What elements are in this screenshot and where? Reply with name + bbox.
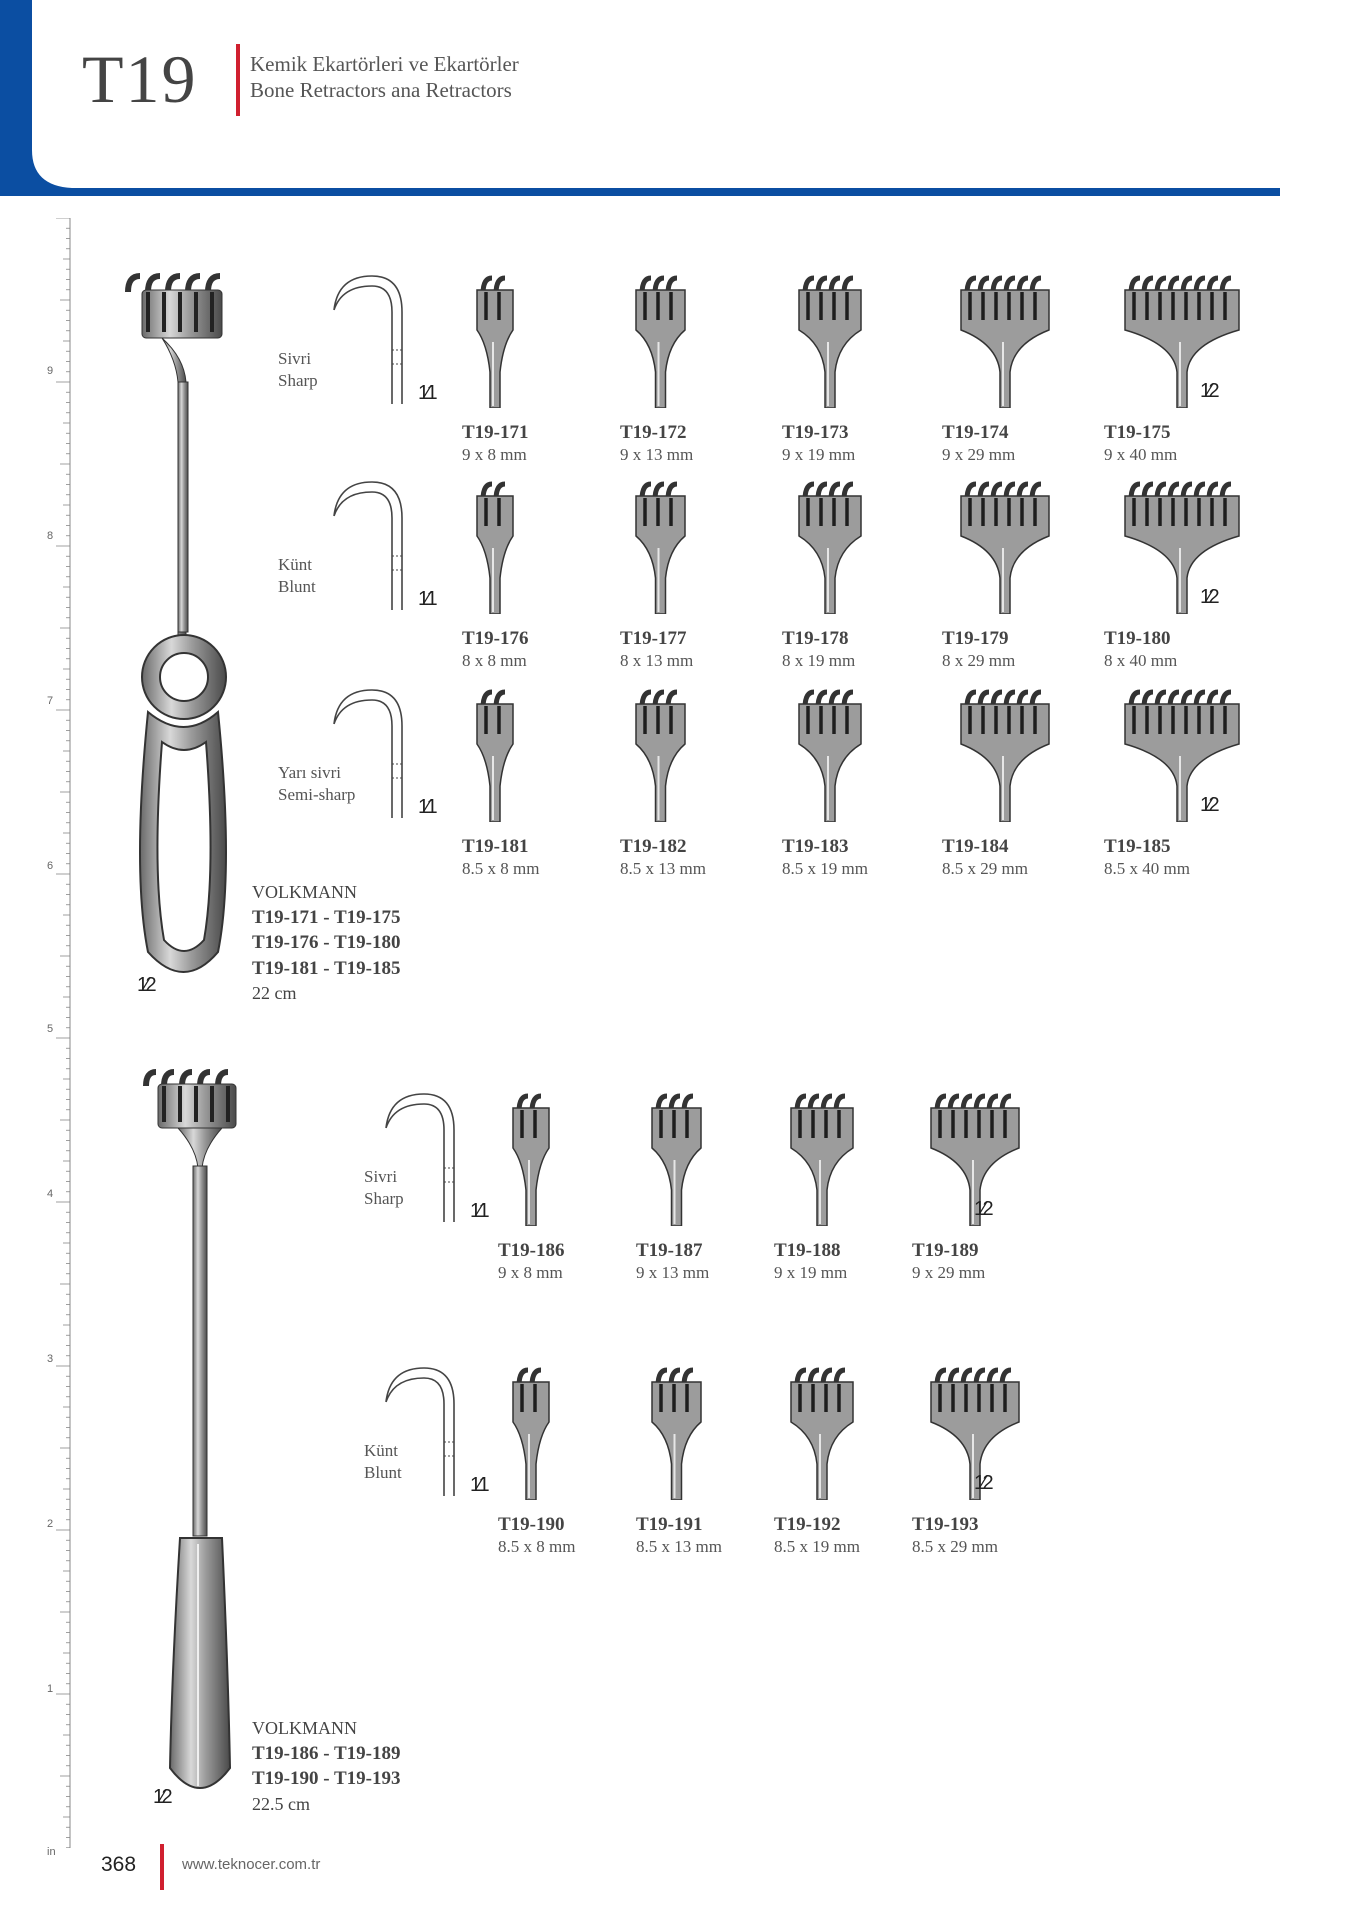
retractor-blade-image (470, 272, 520, 413)
product-code: T19-191 (636, 1514, 703, 1535)
header-divider (236, 44, 240, 116)
product-code: T19-186 (498, 1240, 565, 1261)
tip-type-text: Sharp (278, 371, 318, 390)
code-range: T19-171 - T19-175 (252, 906, 401, 928)
product-code: T19-171 (462, 422, 529, 443)
product-size: 8.5 x 29 mm (942, 859, 1028, 878)
product-code: T19-193 (912, 1514, 979, 1535)
retractor-blade-image (1112, 478, 1252, 619)
retractor-blade-image (950, 272, 1060, 413)
tip-type-label (278, 762, 355, 806)
tip-profile-icon (328, 272, 408, 413)
footer-divider (160, 1844, 164, 1890)
tip-type-text: Künt (364, 1441, 398, 1460)
volkmann-info-2 (252, 1716, 400, 1816)
ruler-label: 6 (47, 860, 54, 872)
page-number: 368 (101, 1853, 137, 1876)
product-size: 8.5 x 40 mm (1104, 859, 1190, 878)
ruler-label: 8 (47, 530, 54, 542)
ruler-label: 1 (47, 1683, 54, 1695)
tip-type-text: Blunt (278, 577, 316, 596)
product-code: T19-184 (942, 836, 1009, 857)
retractor-blade-image (506, 1364, 556, 1505)
tip-type-label (364, 1440, 402, 1484)
retractor-blade-image (1112, 686, 1252, 827)
product-size: 8.5 x 8 mm (498, 1537, 576, 1556)
scale-label: 1⁄2 (1200, 380, 1217, 402)
tip-type-text: Blunt (364, 1463, 402, 1482)
tip-type-text: Künt (278, 555, 312, 574)
product-code: T19-188 (774, 1240, 841, 1261)
product-size: 8.5 x 13 mm (636, 1537, 722, 1556)
code-range: T19-181 - T19-185 (252, 957, 401, 979)
product-size: 9 x 19 mm (774, 1263, 848, 1282)
product-size: 8 x 8 mm (462, 651, 527, 670)
retractor-blade-image (628, 686, 693, 827)
ruler-label: in (47, 1846, 56, 1858)
product-code: T19-175 (1104, 422, 1171, 443)
volkmann-retractor-illustration-2 (138, 1068, 258, 1818)
product-size: 8 x 19 mm (782, 651, 856, 670)
product-size: 8.5 x 13 mm (620, 859, 706, 878)
tip-type-text: Semi-sharp (278, 785, 356, 804)
scale-label: 1⁄1 (470, 1200, 487, 1222)
ruler-label: 5 (47, 1023, 54, 1035)
product-code: T19-174 (942, 422, 1009, 443)
tip-type-text: Sharp (364, 1189, 404, 1208)
ruler-label: 2 (47, 1518, 54, 1530)
scale-label: 1⁄2 (1200, 586, 1217, 608)
tip-type-label (364, 1166, 404, 1210)
instrument-scale-label: 1⁄2 (153, 1786, 170, 1808)
scale-label: 1⁄1 (418, 796, 435, 818)
retractor-blade-image (1112, 272, 1252, 413)
retractor-blade-image (790, 272, 870, 413)
product-size: 8.5 x 19 mm (782, 859, 868, 878)
ruler-label: 3 (47, 1353, 54, 1365)
instrument-length: 22.5 cm (252, 1793, 310, 1814)
website-link[interactable]: www.teknocer.com.tr (182, 1856, 321, 1873)
product-size: 8.5 x 19 mm (774, 1537, 860, 1556)
ruler-label: 9 (47, 365, 54, 377)
product-code: T19-173 (782, 422, 849, 443)
product-code: T19-182 (620, 836, 687, 857)
ruler-label: 4 (47, 1188, 54, 1200)
product-size: 9 x 13 mm (620, 445, 694, 464)
product-size: 8.5 x 29 mm (912, 1537, 998, 1556)
instrument-scale-label: 1⁄2 (137, 974, 154, 996)
volkmann-retractor-illustration-1 (118, 272, 238, 1002)
instrument-name: VOLKMANN (252, 1718, 357, 1738)
scale-label: 1⁄1 (418, 382, 435, 404)
retractor-blade-image (644, 1090, 709, 1231)
retractor-blade-image (628, 272, 693, 413)
volkmann-info-1 (252, 880, 400, 1006)
product-code: T19-180 (1104, 628, 1171, 649)
product-code: T19-172 (620, 422, 687, 443)
retractor-blade-image (506, 1090, 556, 1231)
tip-type-label (278, 554, 316, 598)
product-size: 8 x 40 mm (1104, 651, 1178, 670)
catalog-code: T19 (82, 41, 198, 117)
product-size: 8 x 13 mm (620, 651, 694, 670)
header-title-tr: Kemik Ekartörleri ve Ekartörler (250, 52, 519, 76)
retractor-blade-image (470, 686, 520, 827)
product-code: T19-190 (498, 1514, 565, 1535)
tip-type-label (278, 348, 318, 392)
product-size: 8 x 29 mm (942, 651, 1016, 670)
retractor-blade-image (950, 478, 1060, 619)
retractor-blade-image (644, 1364, 709, 1505)
product-code: T19-192 (774, 1514, 841, 1535)
tip-profile-icon (328, 478, 408, 619)
retractor-blade-image (470, 478, 520, 619)
scale-label: 1⁄2 (974, 1472, 991, 1494)
tip-type-text: Sivri (278, 349, 312, 368)
product-code: T19-176 (462, 628, 529, 649)
retractor-blade-image (790, 686, 870, 827)
product-code: T19-177 (620, 628, 687, 649)
instrument-name: VOLKMANN (252, 882, 357, 902)
product-size: 8.5 x 8 mm (462, 859, 540, 878)
scale-label: 1⁄1 (418, 588, 435, 610)
scale-label: 1⁄2 (1200, 794, 1217, 816)
retractor-blade-image (790, 478, 870, 619)
code-range: T19-186 - T19-189 (252, 1742, 401, 1764)
product-size: 9 x 8 mm (498, 1263, 563, 1282)
ruler-label: 7 (47, 695, 54, 707)
retractor-blade-image (628, 478, 693, 619)
product-code: T19-189 (912, 1240, 979, 1261)
scale-label: 1⁄1 (470, 1474, 487, 1496)
scale-label: 1⁄2 (974, 1198, 991, 1220)
product-code: T19-185 (1104, 836, 1171, 857)
product-code: T19-183 (782, 836, 849, 857)
retractor-blade-image (782, 1364, 862, 1505)
instrument-length: 22 cm (252, 983, 297, 1003)
product-size: 9 x 40 mm (1104, 445, 1178, 464)
product-size: 9 x 29 mm (912, 1263, 986, 1282)
product-size: 9 x 13 mm (636, 1263, 710, 1282)
product-code: T19-178 (782, 628, 849, 649)
product-size: 9 x 29 mm (942, 445, 1016, 464)
product-code: T19-181 (462, 836, 529, 857)
retractor-blade-image (950, 686, 1060, 827)
tip-type-text: Yarı sivri (278, 763, 341, 782)
header-title-en: Bone Retractors ana Retractors (250, 78, 512, 102)
product-size: 9 x 8 mm (462, 445, 527, 464)
code-range: T19-190 - T19-193 (252, 1768, 401, 1789)
product-size: 9 x 19 mm (782, 445, 856, 464)
tip-type-text: Sivri (364, 1167, 398, 1186)
code-range: T19-176 - T19-180 (252, 932, 401, 953)
product-code: T19-179 (942, 628, 1009, 649)
product-code: T19-187 (636, 1240, 703, 1261)
retractor-blade-image (782, 1090, 862, 1231)
